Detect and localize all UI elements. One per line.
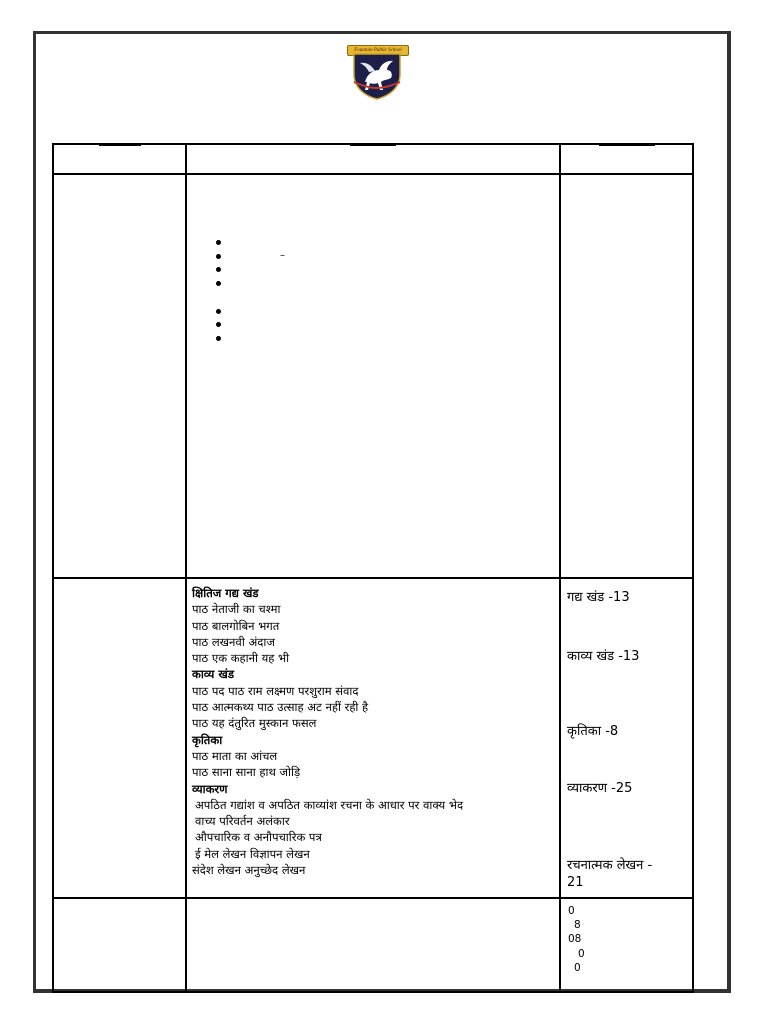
header-cell-month: [53, 144, 186, 174]
list-item: संदेश लेखन अनुच्छेद लेखन: [192, 863, 306, 878]
list-item: [187, 333, 559, 347]
section-heading-vyakaran: व्याकरण: [192, 781, 228, 796]
list-item: पाठ लखनवी अंदाज: [192, 634, 275, 649]
list-item: पाठ पद पाठ राम लक्ष्मण परशुराम संवाद: [192, 683, 359, 698]
list-item: [187, 251, 559, 265]
list-item: औपचारिक व अनौपचारिक पत्र: [195, 830, 322, 845]
marks-prose: गद्य खंड -13: [567, 590, 630, 605]
digit-item: 8: [574, 919, 581, 932]
pegasus-shield-icon: [351, 52, 403, 100]
list-item: पाठ नेताजी का चश्मा: [192, 602, 281, 617]
table-row: [53, 174, 693, 578]
dash-mark: –: [280, 249, 285, 261]
list-item: पाठ साना साना हाथ जोड़ि: [192, 765, 301, 780]
row3-marks-cell: [560, 898, 693, 992]
section-heading-kavya: काव्य खंड: [192, 667, 234, 682]
marks-kritika: कृतिका -8: [567, 724, 619, 739]
table-row: [53, 578, 693, 898]
marks-digits: [561, 899, 692, 975]
row2-month-cell: [53, 578, 186, 898]
list-item: वाच्य परिवर्तन अलंकार: [195, 814, 290, 829]
header-cell-syllabus: [186, 144, 560, 174]
logo-banner: Fountain Public School: [347, 45, 409, 56]
list-item: [187, 319, 559, 333]
digit-item: 08: [568, 933, 582, 946]
list-item: [187, 264, 559, 278]
list-item: पाठ बालगोबिन भगत: [192, 618, 280, 633]
marks-list: [561, 579, 692, 890]
row1-syllabus-cell: [186, 174, 560, 578]
school-logo: [345, 42, 409, 102]
section-heading-kshitij: क्षितिज गद्य खंड: [192, 586, 259, 600]
marks-writing-value: 21: [567, 875, 584, 890]
header-cell-marks: [560, 144, 693, 174]
table-row: [53, 898, 693, 992]
section-heading-kritika: कृतिका: [192, 732, 223, 747]
digit-item: 0: [578, 947, 585, 960]
list-item: पाठ एक कहानी यह भी: [192, 651, 290, 666]
syllabus-table: [52, 143, 694, 993]
row2-syllabus-cell: [186, 578, 560, 898]
list-item: [187, 278, 559, 294]
list-item: [187, 237, 559, 251]
bullet-list: [187, 237, 559, 346]
row1-marks-cell: [560, 174, 693, 578]
list-item: [187, 306, 559, 320]
row3-syllabus-cell: [186, 898, 560, 992]
marks-poetry: काव्य खंड -13: [567, 649, 640, 664]
list-item: पाठ माता का आंचल: [192, 748, 278, 763]
digit-item: 0: [568, 905, 575, 917]
row1-month-cell: [53, 174, 186, 578]
list-item: पाठ आत्मकथ्य पाठ उत्साह अट नहीं रही है: [192, 700, 369, 715]
digit-item: 0: [574, 961, 581, 974]
row3-month-cell: [53, 898, 186, 992]
row2-marks-cell: [560, 578, 693, 898]
list-item: अपठित गद्यांश व अपठित काव्यांश रचना के आधार पर वाक्य भेद: [195, 797, 464, 812]
syllabus-list: [187, 579, 559, 878]
list-item: ई मेल लेखन विज्ञापन लेखन: [195, 846, 310, 861]
marks-grammar: व्याकरण -25: [567, 781, 633, 796]
list-item: पाठ यह दंतुरित मुस्कान फसल: [192, 716, 317, 731]
table-header-row: [53, 144, 693, 174]
marks-writing: रचनात्मक लेखन -: [567, 858, 653, 873]
